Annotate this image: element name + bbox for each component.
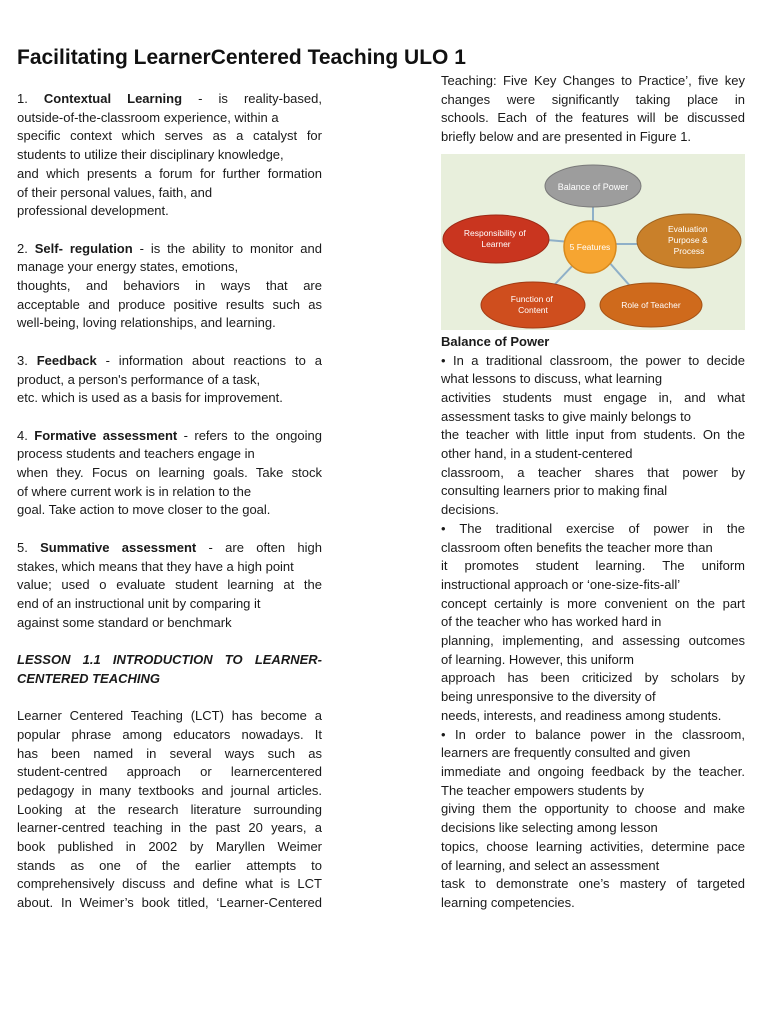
paragraph-line: has been named in several ways such as	[17, 745, 322, 761]
paragraph-line: the teacher with little input from students. On the	[441, 427, 745, 443]
paragraph-line: about. In Weimer’s book titled, ‘Learner-Centered	[17, 895, 322, 911]
paragraph-line: immediate and ongoing feedback by the teacher.	[441, 763, 745, 779]
lesson-heading	[17, 651, 322, 688]
paragraph-line: planning, implementing, and assessing outcomes	[441, 633, 745, 649]
item-number: 3.	[17, 352, 28, 368]
paragraph-line: assessment tasks to give mainly belongs to	[441, 408, 692, 424]
definition-text: - refers to the ongoing	[177, 427, 322, 443]
paragraph-line: student-centred approach or learnercentered	[17, 764, 322, 780]
definition-line: professional development.	[17, 203, 169, 219]
definition-line: and which presents a forum for further formation	[17, 165, 322, 181]
node-label-line: Purpose &	[667, 234, 708, 245]
paragraph-line: • In a traditional classroom, the power to decide	[441, 352, 745, 368]
paragraph-line: learning competencies.	[441, 894, 575, 910]
paragraph-line: topics, choose learning activities, determine pace	[441, 838, 745, 854]
paragraph-line: popular phrase among educators nowadays. It	[17, 726, 322, 742]
paragraph-line: briefly below and are presented in Figure 1.	[441, 129, 692, 145]
paragraph-line: being unresponsive to the diversity of	[441, 689, 656, 705]
paragraph-line: of the teacher who has worked hard in	[441, 614, 662, 630]
paragraph-line: book published in 2002 by Maryllen Weimer	[17, 839, 322, 855]
paragraph-line: classroom often benefits the teacher more than	[441, 539, 713, 555]
node-label-line: Process	[673, 245, 705, 256]
node-balance-of-power-label: Balance of Power	[557, 181, 629, 192]
definition-text: - information about reactions to a	[96, 352, 322, 368]
paragraph-line: • In order to balance power in the classroom,	[441, 726, 745, 742]
left-column	[17, 90, 322, 913]
definition-line: value; used o evaluate student learning at the	[17, 577, 322, 593]
five-features-diagram	[441, 154, 745, 330]
definition-term: Summative assessment	[40, 539, 197, 555]
definition-line: manage your energy states, emotions,	[17, 259, 239, 275]
definition-first-line	[17, 352, 322, 371]
definition-text: - is the ability to monitor and	[132, 240, 322, 256]
definition-item	[17, 539, 322, 633]
definition-line: stakes, which means that they have a high point	[17, 558, 294, 574]
definition-text: - are often high	[196, 539, 322, 555]
item-number: 2.	[17, 240, 28, 256]
paragraph-line: decisions.	[441, 502, 499, 518]
right-column	[441, 72, 745, 913]
paragraph-line: giving them the opportunity to choose and make	[441, 801, 745, 817]
node-label-line: Learner	[481, 238, 511, 249]
node-center-label: 5 Features	[569, 241, 611, 252]
definition-item	[17, 427, 322, 521]
paragraph-line: concept certainly is more convenient on the part	[441, 595, 745, 611]
definition-line: goal. Take action to move closer to the goal.	[17, 502, 271, 518]
node-label-line: Function of	[510, 293, 553, 304]
definition-line: students to utilize their disciplinary knowledge,	[17, 147, 284, 163]
paragraph-line: of learning, and select an assessment	[441, 857, 660, 873]
paragraph-line: approach has been criticized by scholars by	[441, 670, 745, 686]
definition-term: Self- regulation	[34, 240, 133, 256]
diagram-canvas	[441, 154, 745, 330]
paragraph-line: Teaching: Five Key Changes to Practice’, five key	[441, 73, 745, 88]
paragraph-line: needs, interests, and readiness among students.	[441, 707, 722, 723]
definition-term: Formative assessment	[34, 427, 178, 443]
definition-term: Feedback	[36, 352, 97, 368]
paragraph-line: of learning. However, this uniform	[441, 651, 634, 667]
paragraph-line: changes were significantly taking place in	[441, 91, 745, 107]
definition-line: thoughts, and behaviors in ways that are	[17, 278, 322, 294]
paragraph-line: classroom, a teacher shares that power by	[441, 464, 745, 480]
node-role-label: Role of Teacher	[621, 299, 681, 310]
definition-line: of where current work is in relation to the	[17, 483, 252, 499]
paragraph-line: schools. Each of the features will be discussed	[441, 110, 745, 126]
section-heading: Balance of Power	[441, 333, 550, 349]
paragraph-line: activities students must engage in, and what	[441, 389, 745, 405]
lesson-heading-line: CENTERED TEACHING	[17, 670, 161, 686]
intro-paragraph	[17, 707, 322, 913]
node-label-line: Content	[518, 304, 548, 315]
definition-item	[17, 90, 322, 221]
item-number: 5.	[17, 539, 28, 555]
paragraph-line: consulting learners prior to making final	[441, 483, 668, 499]
definition-line: well-being, loving relationships, and learning.	[17, 315, 276, 331]
page-title: Facilitating LearnerCentered Teaching ULO 1	[17, 46, 466, 69]
paragraph-line: The teacher empowers students by	[441, 782, 645, 798]
definition-line: end of an instructional unit by comparing it	[17, 595, 261, 611]
paragraph-line: decisions like selecting among lesson	[441, 820, 658, 836]
node-label-line: Evaluation	[667, 223, 708, 234]
paragraph-line: learners are frequently consulted and given	[441, 745, 691, 761]
definition-line: etc. which is used as a basis for improvement.	[17, 390, 283, 406]
definition-text: - is reality-based,	[182, 91, 322, 106]
definition-line: of their personal values, faith, and	[17, 184, 213, 200]
item-number: 1.	[17, 91, 28, 106]
definition-line: acceptable and produce positive results such as	[17, 296, 322, 312]
definition-line: process students and teachers engage in	[17, 446, 255, 462]
definition-line: product, a person's performance of a task,	[17, 371, 261, 387]
item-number: 4.	[17, 427, 28, 443]
paragraph-line: Looking at the research literature surrounding	[17, 801, 322, 817]
paragraph-line: Learner Centered Teaching (LCT) has become a	[17, 708, 322, 724]
definition-first-line	[17, 427, 322, 446]
definition-line: specific context which serves as a catalyst for	[17, 128, 322, 144]
paragraph-line: other hand, in a student-centered	[441, 446, 633, 462]
paragraph-line: learner-centred teaching in the past 20 years, a	[17, 820, 322, 836]
paragraph-line: pedagogy in many textbooks and journal articles.	[17, 782, 322, 798]
balance-of-power-text	[441, 352, 745, 913]
definition-term: Contextual Learning	[43, 91, 183, 106]
definition-first-line	[17, 240, 322, 259]
lesson-heading-line: LESSON 1.1 INTRODUCTION TO LEARNER-	[17, 652, 322, 668]
paragraph-line: task to demonstrate one’s mastery of targeted	[441, 876, 745, 892]
paragraph-line: it promotes student learning. The uniform	[441, 558, 745, 574]
definition-line: when they. Focus on learning goals. Take stock	[17, 465, 322, 481]
paragraph-line: stands as one of the earlier attempts to	[17, 857, 322, 873]
paragraph-line: comprehensively discuss and define what is LCT	[17, 876, 322, 892]
definition-item	[17, 240, 322, 334]
node-evaluation-label	[668, 224, 710, 256]
node-label-line: Responsibility of	[463, 227, 526, 238]
definition-line: against some standard or benchmark	[17, 614, 232, 630]
paragraph-line: what lessons to discuss, what learning	[441, 371, 663, 387]
continued-paragraph	[441, 72, 745, 147]
paragraph-line: instructional approach or ‘one-size-fits-all’	[441, 576, 681, 592]
definition-first-line	[17, 90, 322, 109]
paragraph-line: • The traditional exercise of power in the	[441, 520, 745, 536]
definition-line: outside-of-the-classroom experience, within a	[17, 109, 279, 125]
definition-item	[17, 352, 322, 408]
definition-first-line	[17, 539, 322, 558]
